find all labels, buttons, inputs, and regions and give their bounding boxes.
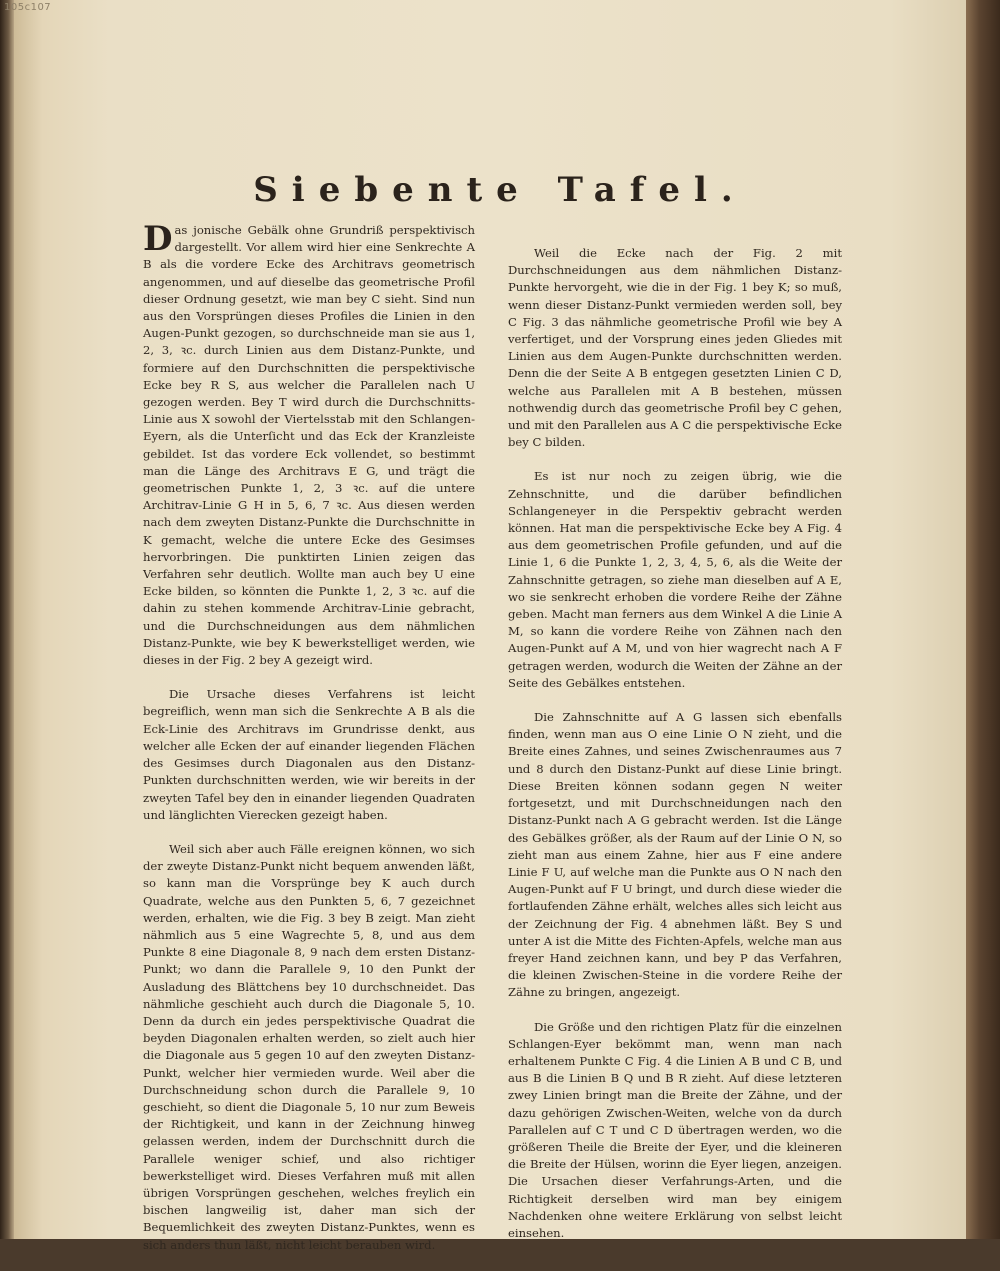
paragraph: Die Ursache dieses Verfahrens ist leicht begreiflich, wenn man sich die Senkrechte A B als die Eck-Linie des Architravs im Grundrisse denkt, aus welcher alle Ecken der auf einander liegenden Flächen des Gesimses durch Diagonalen aus den Distanz-Punkten durchschnitten werden, wie wir bereits in der zweyten Tafel bey den in einander liegenden Quadraten und länglichten Vierecken gezeigt haben.: [143, 687, 475, 822]
page-title: Siebente Tafel.: [253, 170, 747, 210]
paragraph: Weil sich aber auch Fälle ereignen können, wo sich der zweyte Distanz-Punkt nicht bequem anwenden läßt, so kann man die Vorsprünge bey K auch durch Quadrate, welche aus den Punkten 5, 6, 7 gezeichnet werden, erhalten, wie die Fig. 3 bey B zeigt. Man zieht nähmlich aus 5 eine Wagrechte 5, 8, und aus dem Punkte 8 eine Diagonale 8, 9 nach dem ersten Distanz-Punkt; wo dann die Parallele 9, 10 den Punkt der Ausladung des Blättchens bey 10 durchschneidet. Das nähmliche geschieht auch durch die Diagonale 5, 10. Denn da durch ein jedes perspektivische Quadrat die beyden Diagonalen erhalten werden, so zielt auch hier die Diagonale aus 5 gegen 10 auf den zweyten Distanz-Punkt, welcher hier vermieden wurde. Weil aber die Durchschneidung schon durch die Parallele 9, 10 geschieht, so dient die Diagonale 5, 10 nur zum Beweis der Richtigkeit, und kann in der Zeichnung hinweg gelassen werden, indem der Durchschnitt durch die Parallele weniger schief, und also richtiger bewerkstelliget wird. Dieses Verfahren muß mit allen übrigen Vorsprüngen geschehen, welches freylich ein bischen langweilig ist, daher man sich der Bequemlichkeit des zweyten Distanz-Punktes, wenn es sich anders thun läßt, nicht leicht berauben wird.: [143, 841, 475, 1252]
paragraph: Weil die Ecke nach der Fig. 2 mit Durchschneidungen aus dem nähmlichen Distanz-Punkte hervorgeht, wie die in der Fig. 1 bey K; so muß, wenn dieser Distanz-Punkt vermieden werden soll, bey C Fig. 3 das nähmliche geometrische Profil wie bey A verfertiget, und der Vorsprung eines jeden Gliedes mit Linien aus dem Augen-Punkte durchschnitten werden. Denn die der Seite A B entgegen gesetzten Linien C D, welche aus Parallelen mit A B bestehen, müssen nothwendig durch das geometrische Profil bey C gehen, und mit den Parallelen aus A C die perspektivische Ecke bey C bilden.: [508, 246, 842, 450]
corner-label: 105c107: [4, 2, 52, 13]
paragraph: Es ist nur noch zu zeigen übrig, wie die Zehnschnitte, und die darüber befindlichen Schlangeneyer in die Perspektiv gebracht werden können. Hat man die perspektivische Ecke bey A Fig. 4 aus dem geometrischen Profile gefunden, und auf die Linie 1, 6 die Punkte 1, 2, 3, 4, 5, 6, als die Weite der Zahnschnitte getragen, so ziehe man dieselben auf A E, wo sie senkrecht erhoben die vordere Reihe der Zähne geben. Macht man ferners aus dem Winkel A die Linie A M, so kann die vordere Reihe von Zähnen nach den Augen-Punkt auf A M, und von hier wagrecht nach A F getragen werden, wodurch die Weiten der Zähne an der Seite des Gebälkes entstehen.: [508, 469, 842, 690]
paragraph: Die Größe und den richtigen Platz für die einzelnen Schlangen-Eyer bekömmt man, wenn man nach erhaltenem Punkte C Fig. 4 die Linien A B und C B, und aus B die Linien B Q und B R zieht. Auf diese letzteren zwey Linien bringt man die Breite der Zähne, und der dazu gehörigen Zwischen-Weiten, welche von da durch Parallelen auf C T und C D übertragen werden, wo die größeren Theile die Breite der Eyer, und die kleineren die Breite der Hülsen, worinn die Eyer liegen, anzeigen. Die Ursachen dieser Verfahrungs-Arten, und die Richtigkeit derselben wird man bey einigem Nachdenken ohne weitere Erklärung von selbst leicht einsehen.: [508, 1019, 842, 1240]
paragraph: Die Zahnschnitte auf A G lassen sich ebenfalls finden, wenn man aus O eine Linie O N zieht, und die Breite eines Zahnes, und seines Zwischenraumes aus 7 und 8 durch den Distanz-Punkt auf diese Linie bringt. Diese Breiten können sodann gegen N weiter fortgesetzt, und mit Durchschneidungen nach den Distanz-Punkt nach A G gebracht werden. Ist die Länge des Gebälkes größer, als der Raum auf der Linie O N, so zieht man aus einem Zahne, hier aus F eine andere Linie F U, auf welche man die Punkte aus O N nach den Augen-Punkt auf F U bringt, und durch diese wieder die fortlaufenden Zähne erhält, welches alles sich leicht aus der Zeichnung der Fig. 4 abnehmen läßt. Bey S und unter A ist die Mitte des Fichten-Apfels, welche man aus freyer Hand zeichnen kann, und bey P das Verfahren, die kleinen Zwischen-Steine in die vordere Reihe der Zähne zu bringen, angezeigt.: [508, 710, 842, 1000]
paragraph: [143, 219, 475, 669]
paragraph-text: as jonische Gebälk ohne Grundriß perspektivisch dargestellt. Vor allem wird hier eine Senkrechte A B als die vordere Ecke des Architravs geometrisch angenommen, und auf dieselbe das geometrische Profil dieser Ordnung gesetzt, wie man bey C sieht. Sind nun aus den Vorsprüngen dieses Profiles die Linien in den Augen-Punkt gezogen, so durchschneide man sie aus 1, 2, 3, ꝛc. durch Linien aus dem Distanz-Punkte, und formiere auf den Durchschnitten die perspektivische Ecke bey R S, aus welcher die Parallelen nach U gezogen werden. Bey T wird durch die Durchschnitts-Linie aus X sowohl der Viertelsstab mit den Schlangen-Eyern, als die Unterſicht und das Eck der Kranzleiste gebildet. Ist das vordere Eck vollendet, so bestimmt man die Länge des Architravs E G, und trägt die geometrischen Punkte 1, 2, 3 ꝛc. auf die untere Architrav-Linie G H in 5, 6, 7 ꝛc. Aus diesen werden nach dem zweyten Distanz-Punkte die Durchschnitte in K gemacht, welche die untere Ecke des Gesimses hervorbringen. Die punktirten Linien zeigen das Verfahren sehr deutlich. Wollte man auch bey U eine Ecke bilden, so könnten die Punkte 1, 2, 3 ꝛc. auf die dahin zu stehen kommende Architrav-Linie gebracht, und die Durchschneidungen aus dem nähmlichen Distanz-Punkte, wie bey K bewerkstelliget werden, wie dieses in der Fig. 2 bey A gezeigt wird.: [143, 223, 475, 668]
drop-cap: D: [143, 219, 173, 259]
left-column: [143, 219, 475, 1271]
right-column: [508, 245, 842, 1259]
